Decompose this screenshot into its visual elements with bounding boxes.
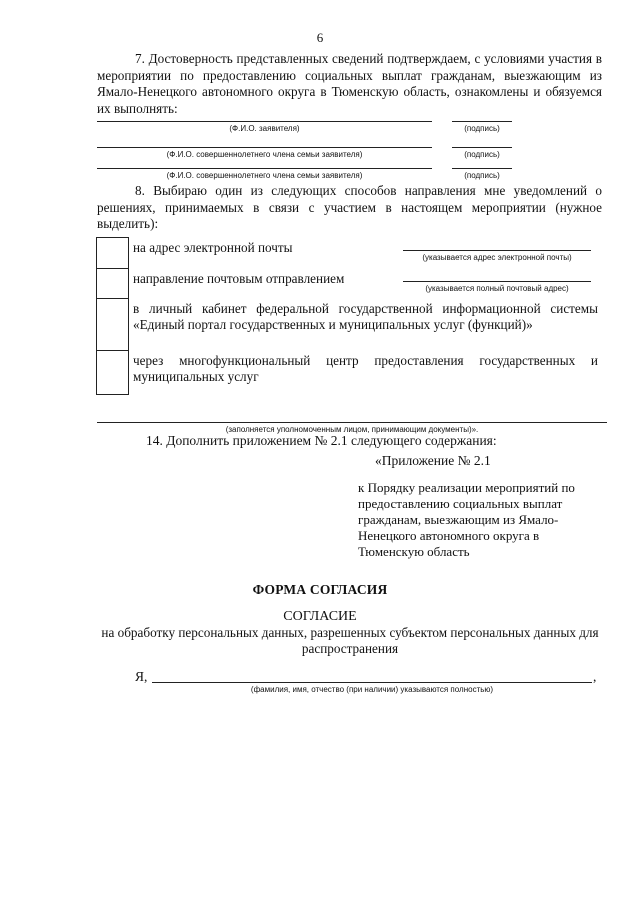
option-row xyxy=(97,238,609,269)
option-label-email: на адрес электронной почты xyxy=(133,239,293,255)
option-hint-email: (указывается адрес электронной почты) xyxy=(422,252,572,262)
section-7-text: 7. Достоверность представленных сведений подтверждаем, с условиями участия в мероприятии по предоставлению социальных выплат гражданам, выезжающим из Ямало-Ненецкого автономного округа в Тюменскую область, ознакомлены и обязуемся их выполнять: xyxy=(97,51,602,116)
signature-line-member2-sign xyxy=(452,168,512,169)
section-14-text: 14. Дополнить приложением № 2.1 следующего содержания: xyxy=(146,433,497,448)
option-fill-post[interactable] xyxy=(403,269,608,299)
appendix-body: к Порядку реализации мероприятий по предоставлению социальных выплат гражданам, выезжающим из Ямало-Ненецкого автономного округа в Тюменскую область xyxy=(358,480,575,559)
consent-ya-label: Я, xyxy=(135,669,148,684)
caption-applicant-name: (Ф.И.О. заявителя) xyxy=(229,124,300,133)
signature-line-applicant xyxy=(97,121,432,122)
consent-title: СОГЛАСИЕ xyxy=(283,609,357,624)
official-signature-line xyxy=(97,422,607,423)
option-label-mfc: через многофункциональный центр предоставления государственных и муниципальных услуг xyxy=(133,352,598,384)
signature-line-member1-sign xyxy=(452,147,512,148)
caption-member2-sign: (подпись) xyxy=(464,171,500,180)
option-fill-email[interactable] xyxy=(403,238,608,269)
signature-line-applicant-sign xyxy=(452,121,512,122)
caption-member1-sign: (подпись) xyxy=(464,150,500,159)
caption-member1-name: (Ф.И.О. совершеннолетнего члена семьи заявителя) xyxy=(166,150,363,159)
consent-comma: , xyxy=(593,669,597,684)
signature-line-member2 xyxy=(97,168,432,169)
official-caption: (заполняется уполномоченным лицом, принимающим документы)». xyxy=(225,425,479,434)
notification-options-table xyxy=(96,237,608,395)
option-row xyxy=(97,351,609,395)
consent-name-caption: (фамилия, имя, отчество (при наличии) указываются полностью) xyxy=(250,685,494,694)
option-row xyxy=(97,299,609,351)
option-checkbox-mfc[interactable] xyxy=(97,351,129,395)
appendix-title: «Приложение № 2.1 xyxy=(375,453,491,468)
form-title: ФОРМА СОГЛАСИЯ xyxy=(252,582,388,597)
option-hint-post: (указывается полный почтовый адрес) xyxy=(425,283,569,293)
option-checkbox-post[interactable] xyxy=(97,269,129,299)
caption-member2-name: (Ф.И.О. совершеннолетнего члена семьи заявителя) xyxy=(166,171,363,180)
option-checkbox-email[interactable] xyxy=(97,238,129,269)
option-checkbox-portal[interactable] xyxy=(97,299,129,351)
section-8-text: 8. Выбираю один из следующих способов направления мне уведомлений о решениях, принимаемых в связи с участием в настоящем мероприятии (нужное выделить): xyxy=(97,183,602,231)
page-number: 6 xyxy=(316,30,324,45)
consent-subtitle: на обработку персональных данных, разрешенных субъектом персональных данных для распространения xyxy=(101,625,599,656)
option-label-portal: в личный кабинет федеральной государственной информационной системы «Единый портал государственных и муниципальных услуг (функций)» xyxy=(133,300,598,332)
option-label-post: направление почтовым отправлением xyxy=(133,270,345,286)
option-row xyxy=(97,269,609,299)
caption-applicant-sign: (подпись) xyxy=(464,124,500,133)
signature-line-member1 xyxy=(97,147,432,148)
consent-name-field[interactable] xyxy=(152,682,592,683)
